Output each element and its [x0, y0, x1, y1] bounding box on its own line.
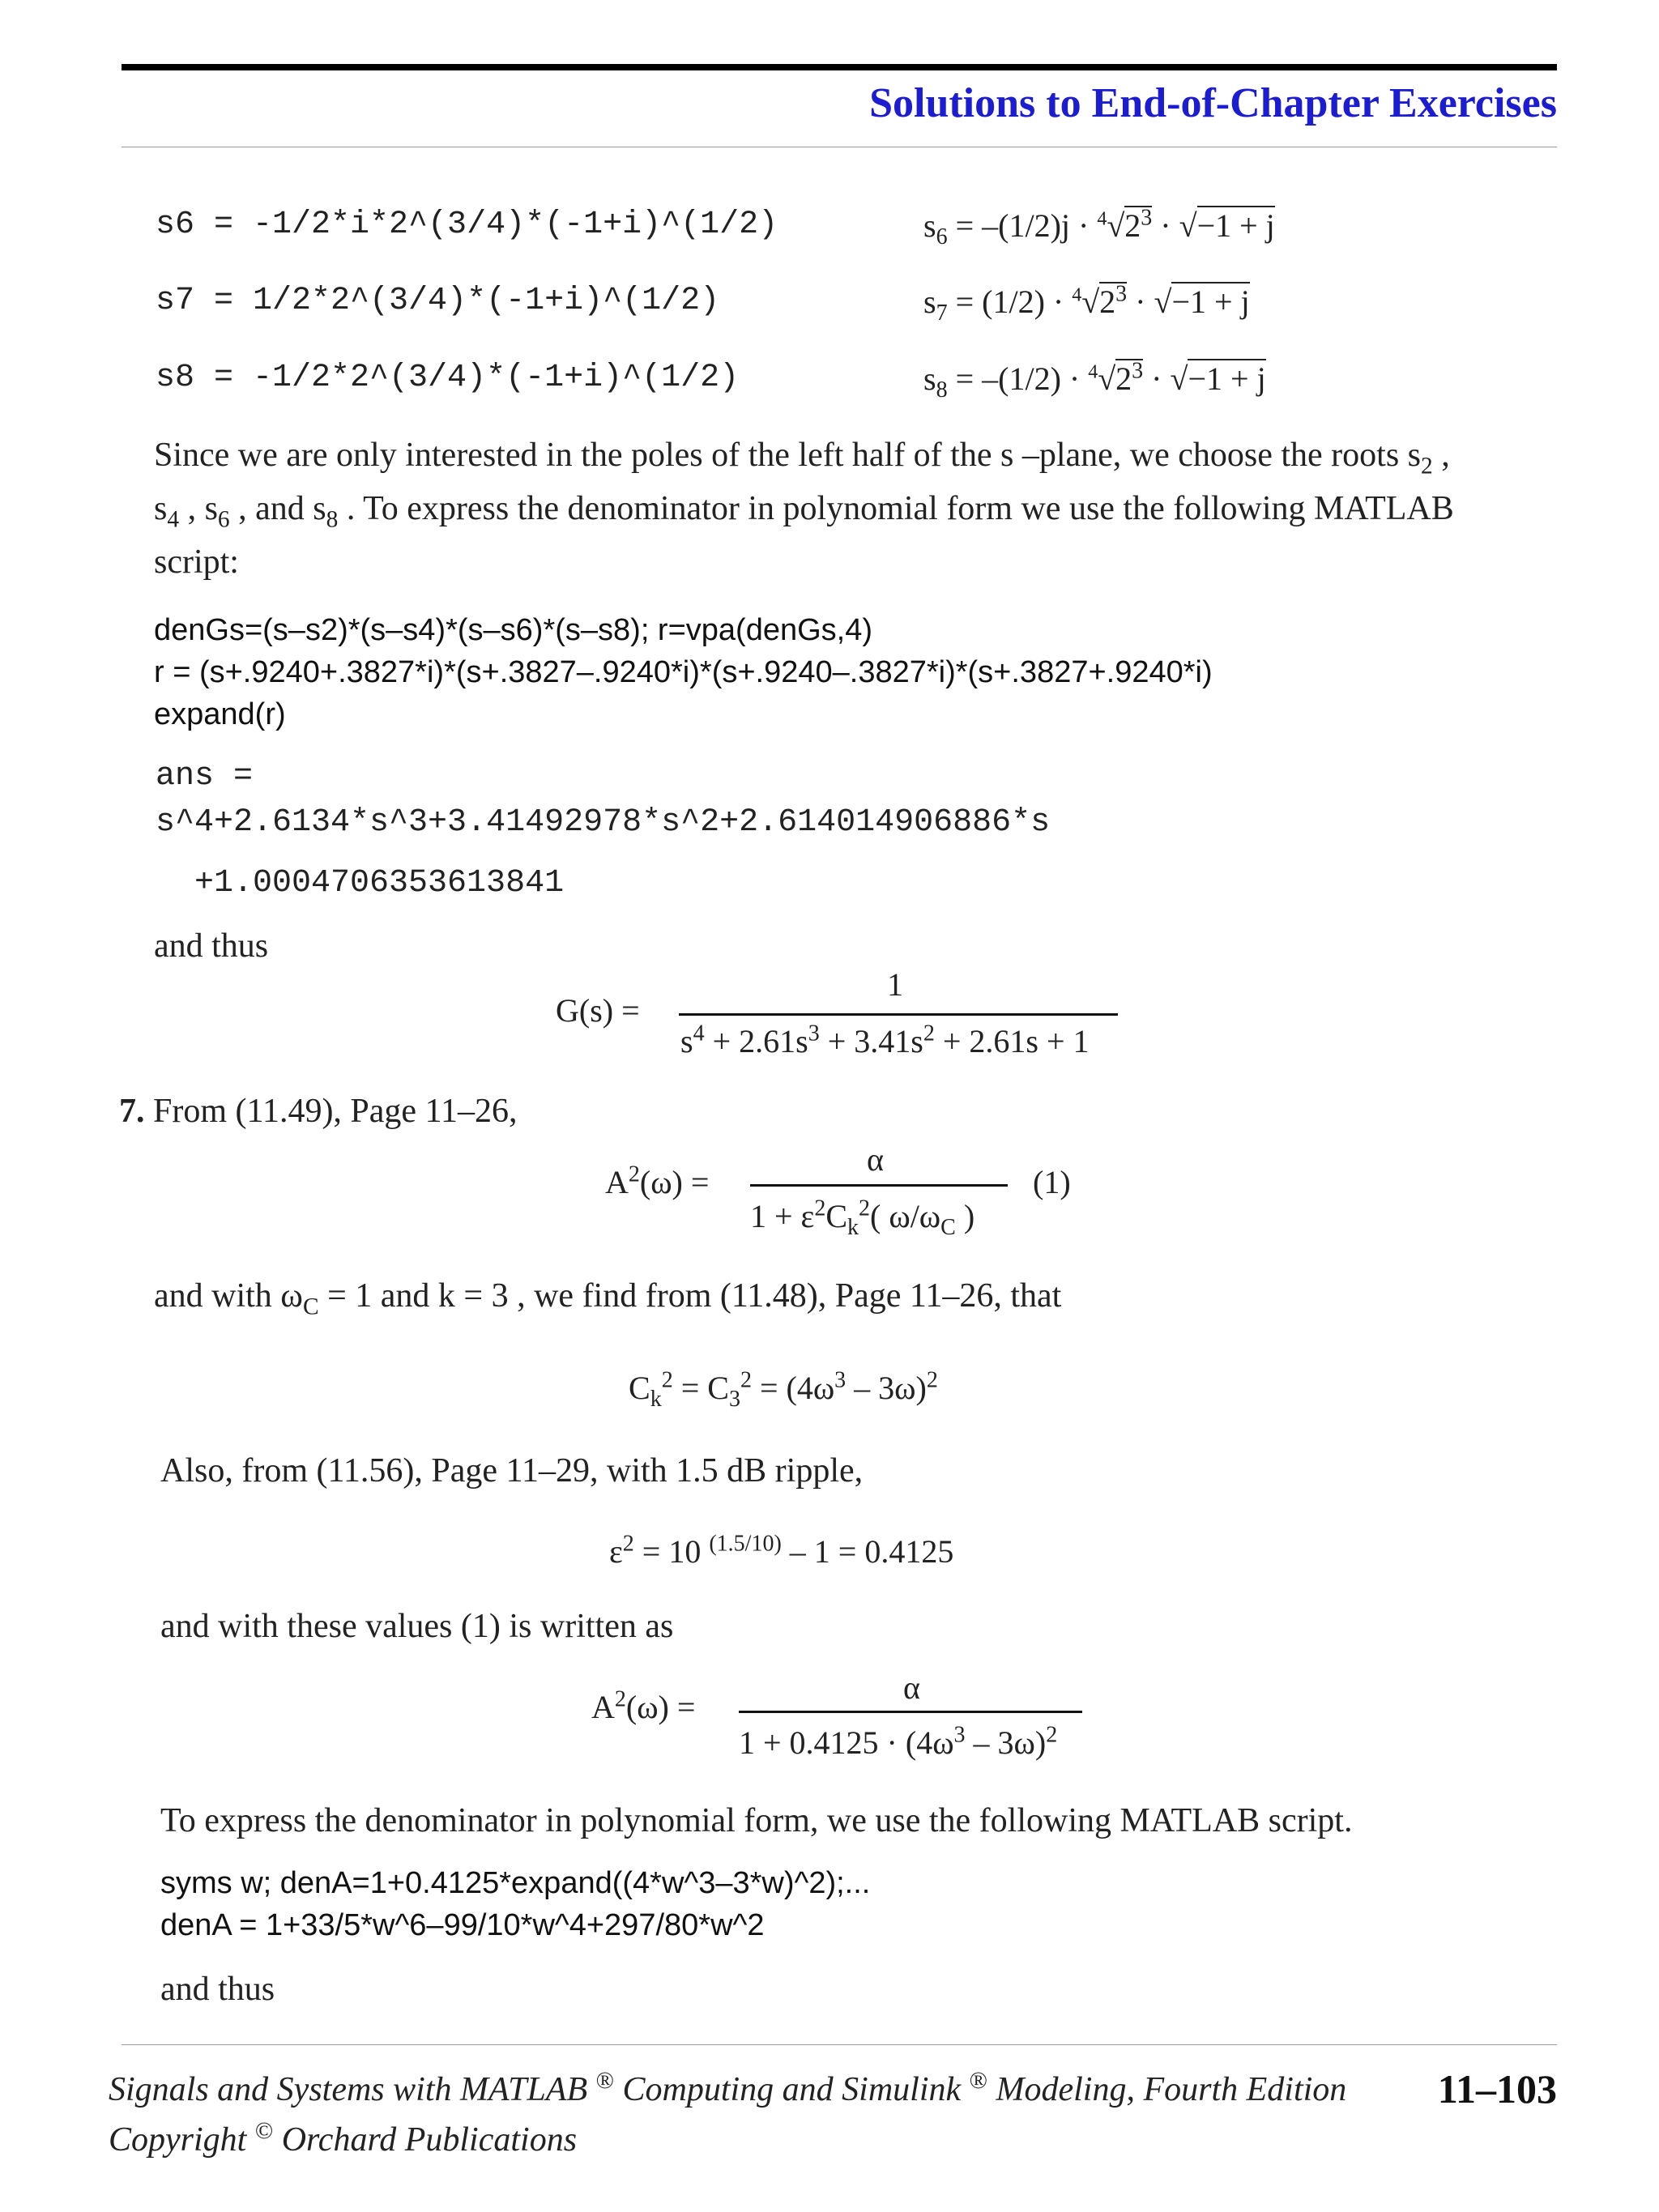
para-left-half-poles-line1: Since we are only interested in the poles of the left half of the s –plane, we choose the roots $s_2$ ,	[154, 437, 1450, 479]
math-root-s7: $s_7 = (1/2) \cdot ^4√2^3 \cdot √-1 + j$	[923, 281, 1250, 326]
eq-A2-lhs: $A^2(\omega)$ =	[591, 1686, 696, 1725]
footer-rule	[122, 2044, 1557, 2045]
code1-line2: r = (s+.9240+.3827*i)*(s+.3827–.9240*i)*(s+.9240–.3827*i)*(s+.3827+.9240*i)	[154, 655, 1213, 689]
code1-line1: denGs=(s–s2)*(s–s4)*(s–s6)*(s–s8); r=vpa(denGs,4)	[154, 613, 873, 647]
page-header-title: Solutions to End-of-Chapter Exercises	[869, 80, 1557, 126]
eq-G-lhs: G(s) =	[556, 992, 640, 1029]
eq-A1-numerator: α	[867, 1141, 884, 1178]
code2-line2: denA = 1+33/5*w^6–99/10*w^4+297/80*w^2	[160, 1908, 765, 1942]
para-with-omega-c: and with $\omega_C = 1$ and k = 3 , we find from (11.48), Page 11–26, that	[154, 1277, 1062, 1320]
footer-page-number: 11–103	[1437, 2066, 1557, 2112]
eq-A1-lhs: $A^2(\omega)$ =	[605, 1161, 710, 1200]
eq-G-denominator: $s^4 + 2.61s^3 + 3.41s^2 + 2.61s + 1$	[680, 1021, 1090, 1059]
eq-G-fraction-bar	[679, 1013, 1118, 1016]
eq-A2-fraction-bar	[739, 1711, 1082, 1713]
and-thus-2: and thus	[160, 1971, 275, 2008]
eq-A1-fraction-bar	[750, 1184, 1008, 1187]
para-ripple: Also, from (11.56), Page 11–29, with 1.5 dB ripple,	[160, 1452, 864, 1490]
footer-book-title: Signals and Systems with MATLAB ® Computing and Simulink ® Modeling, Fourth Edition	[109, 2068, 1347, 2108]
item-7-text: From (11.49), Page 11–26,	[144, 1093, 518, 1130]
math-root-s6: $s_6 = -(1/2)j \cdot ^4√2^3 \cdot √-1 + j$	[923, 205, 1275, 249]
eq-Ck: $C_k^2 = C_3^2 = (4\omega^3 - 3\omega)^2$	[629, 1367, 938, 1412]
para-written-as: and with these values (1) is written as	[160, 1608, 674, 1645]
code2-line1: syms w; denA=1+0.4125*expand((4*w^3–3*w)^2);...	[160, 1866, 871, 1900]
para-left-half-poles-line3: script:	[154, 543, 239, 581]
header-rule-thick	[122, 64, 1557, 70]
and-thus-1: and thus	[154, 927, 269, 965]
para-denominator-script: To express the denominator in polynomial form, we use the following MATLAB script.	[160, 1802, 1353, 1839]
math-root-s8: $s_8 = -(1/2) \cdot ^4√2^3 \cdot √-1 + j$	[923, 358, 1266, 403]
eq-epsilon: $\varepsilon^2 = 10$ $^{(1.5/10)}$ – 1 = 0.4125	[609, 1531, 954, 1570]
code-root-s7: s7 = 1/2*2^(3/4)*(-1+i)^(1/2)	[156, 283, 720, 319]
code-root-s8: s8 = -1/2*2^(3/4)*(-1+i)^(1/2)	[156, 360, 740, 396]
output1-line1: ans =	[156, 758, 254, 795]
eq-A1-tag: (1)	[1033, 1164, 1071, 1200]
output1-line2: s^4+2.6134*s^3+3.41492978*s^2+2.614014906886*s	[156, 804, 1051, 841]
code-root-s6: s6 = -1/2*i*2^(3/4)*(-1+i)^(1/2)	[156, 207, 778, 243]
footer-copyright: Copyright © Orchard Publications	[109, 2118, 578, 2159]
item-7-number: 7.	[119, 1093, 145, 1130]
eq-G-numerator: 1	[887, 966, 903, 1003]
eq-A1-denominator: $1 + \varepsilon^2C_k^2$( $\omega/\omega_C$ )	[750, 1196, 975, 1240]
item-7	[119, 1092, 518, 1131]
eq-A2-denominator: $1 + 0.4125 \cdot (4\omega^3 - 3\omega)^2$	[739, 1722, 1058, 1761]
output1-line3: +1.0004706353613841	[194, 865, 565, 901]
code1-line3: expand(r)	[154, 697, 286, 731]
eq-A2-numerator: α	[903, 1669, 920, 1706]
para-left-half-poles-line2: $s_4$ , $s_6$ , and $s_8$ . To express the denominator in polynomial form we use the following MATLAB	[154, 490, 1454, 533]
